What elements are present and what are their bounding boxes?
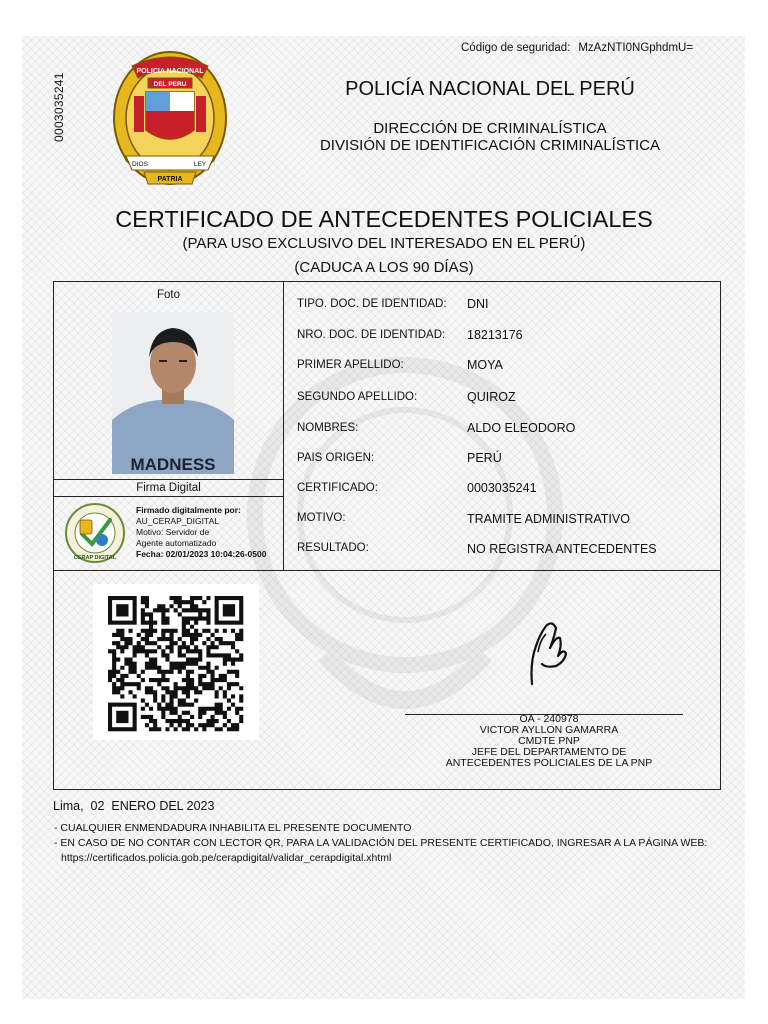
- vertical-serial-number: 0003035241: [52, 72, 66, 142]
- crest-word-right: LEY: [193, 161, 207, 168]
- digital-signature-details: [136, 505, 281, 560]
- signer-rank: CMDTE PNP: [518, 735, 580, 747]
- field-label-doc-type: TIPO. DOC. DE IDENTIDAD:: [297, 298, 447, 310]
- note-amendment: - CUALQUIER ENMENDADURA INHABILITA EL PRESENTE DOCUMENTO: [54, 822, 412, 834]
- place-city: Lima,: [53, 799, 84, 813]
- signer-code: OA - 240978: [519, 713, 579, 725]
- certificate-subtitle: (PARA USO EXCLUSIVO DEL INTERESADO EN EL PERÚ): [182, 235, 586, 252]
- qr-finder-pattern: [108, 703, 137, 732]
- shirt-print-text: MADNESS: [130, 455, 216, 474]
- security-code-label: Código de seguridad:: [461, 42, 571, 54]
- field-label-second-surname: SEGUNDO APELLIDO:: [297, 391, 418, 403]
- digital-signature-label: Firma Digital: [136, 482, 201, 494]
- cerap-digital-seal-icon: [62, 502, 128, 564]
- photo-divider: [53, 479, 284, 480]
- field-value-doc-number: 18213176: [467, 328, 523, 342]
- dsig-line-1: Firmado digitalmente por:: [136, 505, 241, 515]
- crest-banner-top: POLICIA NACIONAL: [136, 68, 204, 75]
- signer-role-line-2: ANTECEDENTES POLICIALES DE LA PNP: [445, 757, 653, 769]
- table-column-divider: [283, 281, 284, 571]
- crest-banner-mid: DEL PERU: [153, 81, 187, 88]
- place-and-date: [53, 799, 214, 813]
- directorate-name: DIRECCIÓN DE CRIMINALÍSTICA: [373, 120, 607, 137]
- crest-word-center: PATRIA: [157, 176, 183, 183]
- date-day: 02: [90, 799, 105, 813]
- validation-url-link[interactable]: https://certificados.policia.gob.pe/cerapdigital/validar_cerapdigital.xhtml: [61, 852, 392, 864]
- field-value-second-surname: QUIROZ: [467, 390, 516, 404]
- notes-section: [54, 821, 707, 866]
- field-label-result: RESULTADO:: [297, 542, 369, 554]
- dsig-line-4: Agente automatizado: [136, 538, 217, 548]
- field-label-country: PAIS ORIGEN:: [297, 452, 375, 464]
- seal-caption: CERAP DIGITAL: [73, 555, 117, 561]
- qr-finder-pattern: [215, 596, 244, 625]
- expiry-notice: (CADUCA A LOS 90 DÍAS): [294, 259, 474, 276]
- field-value-result: NO REGISTRA ANTECEDENTES: [467, 542, 657, 556]
- field-value-certificate: 0003035241: [467, 481, 537, 495]
- crest-word-left: DIOS: [132, 161, 148, 168]
- field-label-reason: MOTIVO:: [297, 512, 346, 524]
- dsig-line-3: Motivo: Servidor de: [136, 527, 210, 537]
- verification-qr-code: [93, 584, 259, 740]
- institution-name: POLICÍA NACIONAL DEL PERÚ: [345, 78, 635, 100]
- security-code-value: MzAzNTI0NGphdmU=: [578, 42, 694, 54]
- signer-role-line-1: JEFE DEL DEPARTAMENTO DE: [471, 746, 627, 758]
- photo-label: Foto: [156, 289, 180, 301]
- signer-name: VICTOR AYLLON GAMARRA: [479, 724, 619, 736]
- pnp-crest-logo: [104, 44, 236, 194]
- field-value-country: PERÚ: [467, 451, 502, 465]
- table-row-divider: [53, 570, 721, 571]
- field-value-doc-type: DNI: [467, 297, 489, 311]
- holder-photo: [112, 312, 234, 474]
- handwritten-signature: [520, 612, 570, 688]
- field-value-names: ALDO ELEODORO: [467, 421, 576, 435]
- qr-finder-pattern: [108, 596, 137, 625]
- field-label-names: NOMBRES:: [297, 422, 359, 434]
- note-validation: - EN CASO DE NO CONTAR CON LECTOR QR, PARA LA VALIDACIÓN DEL PRESENTE CERTIFICADO, INGRESAR A LA PÁGINA WEB:: [54, 837, 708, 849]
- security-code: [461, 42, 693, 54]
- signature-divider: [53, 496, 284, 497]
- division-name: DIVISIÓN DE IDENTIFICACIÓN CRIMINALÍSTICA: [319, 137, 661, 154]
- field-label-first-surname: PRIMER APELLIDO:: [297, 359, 404, 371]
- field-value-first-surname: MOYA: [467, 358, 503, 372]
- field-label-doc-number: NRO. DOC. DE IDENTIDAD:: [297, 329, 446, 341]
- dsig-line-2: AU_CERAP_DIGITAL: [136, 516, 219, 526]
- field-value-reason: TRAMITE ADMINISTRATIVO: [467, 512, 630, 526]
- dsig-line-5: Fecha: 02/01/2023 10:04:26-0500: [136, 549, 267, 559]
- certificate-title: CERTIFICADO DE ANTECEDENTES POLICIALES: [115, 206, 653, 232]
- date-month-year: ENERO DEL 2023: [111, 799, 215, 813]
- field-label-certificate: CERTIFICADO:: [297, 482, 378, 494]
- signer-block: [405, 714, 693, 769]
